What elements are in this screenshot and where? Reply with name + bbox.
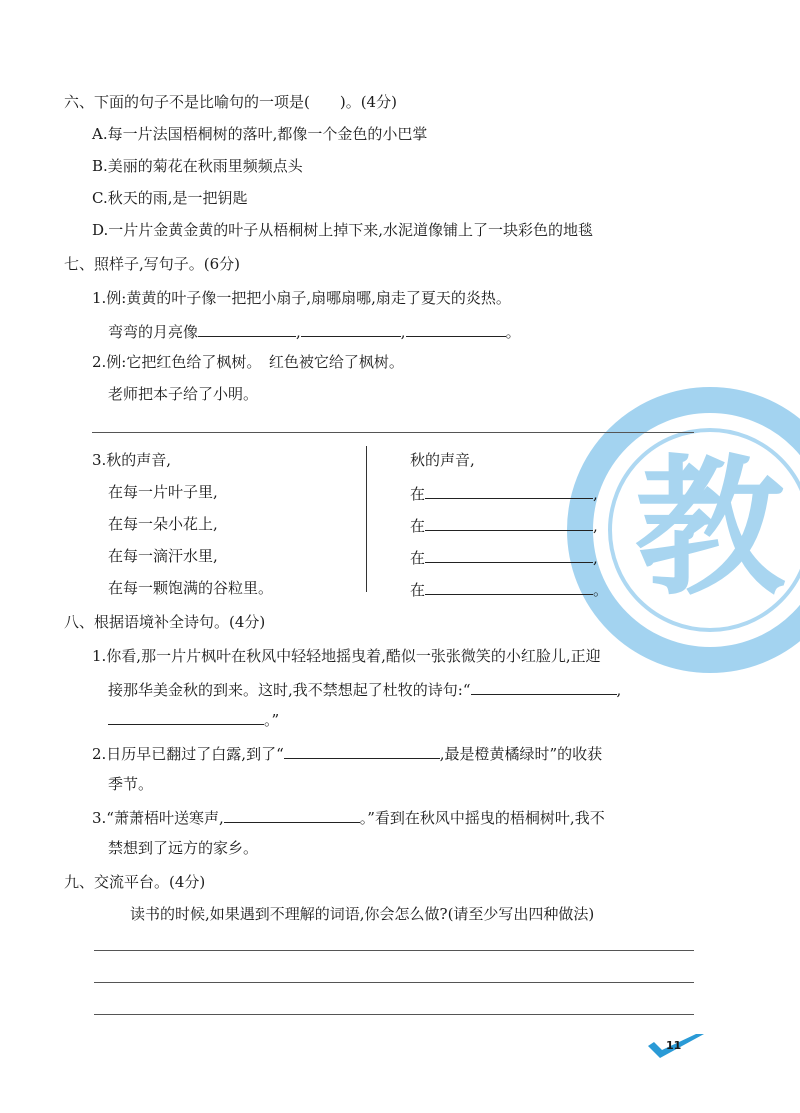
q7-item3-right-row xyxy=(410,578,608,600)
q9-answer-line-2[interactable] xyxy=(94,982,694,983)
comma: , xyxy=(593,549,598,567)
q7-item3-right-title: 秋的声音, xyxy=(410,451,475,469)
q8-item1-blank-2[interactable] xyxy=(108,708,264,725)
column-divider xyxy=(366,446,367,592)
q7-item1-example: 1.例:黄黄的叶子像一把把小扇子,扇哪扇哪,扇走了夏天的炎热。 xyxy=(92,289,511,307)
q7-item3-blank-3[interactable] xyxy=(425,546,593,563)
q7-item3-right-row xyxy=(410,514,598,536)
q8-title: 八、根据语境补全诗句。(4分) xyxy=(64,613,266,631)
q8-item2-text-end: ,最是橙黄橘绿时”的收获 xyxy=(439,745,603,763)
q7-item3-prefix: 在 xyxy=(410,517,426,535)
q7-item3-blank-2[interactable] xyxy=(425,514,593,531)
q6-option-c: C.秋天的雨,是一把钥匙 xyxy=(92,189,248,207)
q9-title: 九、交流平台。(4分) xyxy=(64,873,206,891)
q8-item1-line3 xyxy=(108,708,279,730)
q6-option-a: A.每一片法国梧桐树的落叶,都像一个金色的小巴掌 xyxy=(92,125,428,143)
q7-item1-prompt: 弯弯的月亮像 xyxy=(108,323,199,341)
comma: , xyxy=(593,517,598,535)
q6-title: 六、下面的句子不是比喻句的一项是( )。(4分) xyxy=(64,93,397,111)
watermark-char: 教 xyxy=(634,442,786,616)
q8-item3-blank[interactable] xyxy=(224,806,360,823)
q7-item1-blank-3[interactable] xyxy=(406,320,506,337)
q7-item3-prefix: 在 xyxy=(410,549,426,567)
q6-option-b: B.美丽的菊花在秋雨里频频点头 xyxy=(92,157,303,175)
q8-item3-text-end: 。”看到在秋风中摇曳的梧桐树叶,我不 xyxy=(359,809,605,827)
q7-item1-answer-row xyxy=(108,320,521,342)
q7-item3-left-line: 在每一颗饱满的谷粒里。 xyxy=(108,579,274,597)
period: 。 xyxy=(505,323,521,341)
q8-item3-line1 xyxy=(92,806,605,828)
q7-item2-answer-line[interactable] xyxy=(92,432,694,433)
q8-item1-blank-1[interactable] xyxy=(471,678,617,695)
q7-item2-prompt: 老师把本子给了小明。 xyxy=(108,385,259,403)
page-badge xyxy=(646,1030,706,1064)
comma: , xyxy=(400,323,406,341)
q8-item2-text-start: 2.日历早已翻过了白露,到了“ xyxy=(92,745,284,763)
q7-item3-right-row xyxy=(410,482,598,504)
q7-item3-left-line: 在每一滴汗水里, xyxy=(108,547,218,565)
q7-item3-left-line: 在每一片叶子里, xyxy=(108,483,218,501)
q8-item2-line2: 季节。 xyxy=(108,775,154,793)
q8-item1-line1: 1.你看,那一片片枫叶在秋风中轻轻地摇曳着,酷似一张张微笑的小红脸儿,正迎 xyxy=(92,647,601,665)
comma: , xyxy=(616,681,622,699)
q7-item3-prefix: 在 xyxy=(410,485,426,503)
period: 。 xyxy=(593,581,609,599)
q6-option-d: D.一片片金黄金黄的叶子从梧桐树上掉下来,水泥道像铺上了一块彩色的地毯 xyxy=(92,221,594,239)
q8-item3-text-start: 3.“萧萧梧叶送寒声, xyxy=(92,809,224,827)
q8-item1-text: 接那华美金秋的到来。这时,我不禁想起了杜牧的诗句:“ xyxy=(108,681,471,699)
q7-item1-blank-2[interactable] xyxy=(301,320,401,337)
q7-title: 七、照样子,写句子。(6分) xyxy=(64,255,241,273)
q9-answer-line-3[interactable] xyxy=(94,1014,694,1015)
close-quote: 。” xyxy=(264,711,280,729)
q9-prompt: 读书的时候,如果遇到不理解的词语,你会怎么做?(请至少写出四种做法) xyxy=(130,905,595,923)
q8-item3-line2: 禁想到了远方的家乡。 xyxy=(108,839,259,857)
q7-item3-blank-1[interactable] xyxy=(425,482,593,499)
q7-item3-right-row xyxy=(410,546,598,568)
q7-item3-left-line: 3.秋的声音, xyxy=(92,451,172,469)
q9-answer-line-1[interactable] xyxy=(94,950,694,951)
q8-item2-line1 xyxy=(92,742,602,764)
q7-item3-left-line: 在每一朵小花上, xyxy=(108,515,218,533)
comma: , xyxy=(296,323,301,341)
q8-item1-line2 xyxy=(108,678,621,700)
q7-item1-blank-1[interactable] xyxy=(198,320,296,337)
comma: , xyxy=(593,485,598,503)
q7-item2-example: 2.例:它把红色给了枫树。 红色被它给了枫树。 xyxy=(92,353,404,371)
q7-item3-blank-4[interactable] xyxy=(425,578,593,595)
page-number: 11 xyxy=(666,1039,682,1052)
q8-item2-blank[interactable] xyxy=(284,742,440,759)
q7-item3-prefix: 在 xyxy=(410,581,426,599)
